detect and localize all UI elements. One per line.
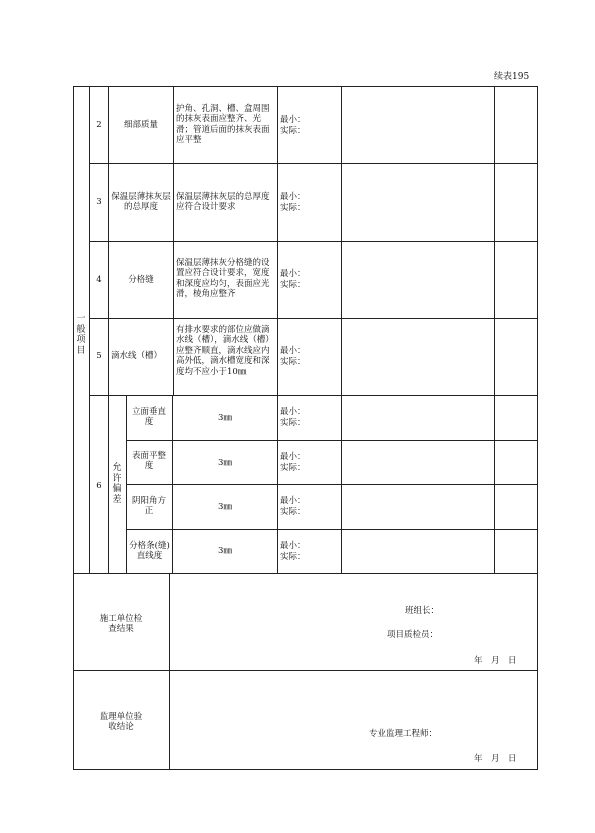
divider bbox=[89, 86, 90, 573]
row-number: 2 bbox=[96, 120, 102, 130]
divider bbox=[89, 163, 537, 164]
table-right-border bbox=[537, 86, 538, 769]
tolerance-value: 3㎜ bbox=[218, 413, 232, 423]
continuation-label: 续表195 bbox=[494, 72, 530, 82]
divider bbox=[341, 86, 342, 573]
min-label: 最小： bbox=[280, 269, 306, 279]
item-requirement: 有排水要求的部位应做滴水线（槽），滴水线（槽）应整齐顺直，滴水线应内高外低，滴水槽宽度和深度均不应小于10㎜ bbox=[176, 325, 274, 377]
supervision-title: 监理单位验收结论 bbox=[99, 712, 143, 733]
divider bbox=[89, 395, 537, 396]
table-bottom-border bbox=[73, 769, 538, 770]
inspector-label: 项目质检员： bbox=[387, 630, 439, 640]
tolerance-value: 3㎜ bbox=[218, 546, 232, 556]
item-requirement: 护角、孔洞、槽、盒周围的抹灰表面应整齐、光滑；管道后面的抹灰表面应平整 bbox=[176, 104, 270, 146]
row-number: 3 bbox=[96, 197, 102, 207]
divider bbox=[277, 86, 278, 573]
engineer-label: 专业监理工程师： bbox=[369, 729, 438, 739]
actual-label: 实际： bbox=[280, 507, 306, 517]
tolerance-label: 允许偏差 bbox=[112, 463, 122, 505]
item-requirement: 保温层薄抹灰分格缝的设置应符合设计要求，宽度和深度应均匀，表面应光滑，棱角应整齐 bbox=[176, 258, 270, 300]
row-number: 6 bbox=[96, 481, 102, 491]
tolerance-value: 3㎜ bbox=[218, 502, 232, 512]
item-name: 细部质量 bbox=[123, 120, 158, 130]
min-label: 最小： bbox=[280, 346, 306, 356]
row-number: 5 bbox=[96, 351, 102, 361]
item-name: 保温层薄抹灰层的总厚度 bbox=[111, 192, 171, 213]
item-name: 分格缝 bbox=[128, 275, 154, 285]
actual-label: 实际： bbox=[280, 418, 306, 428]
tolerance-item-name: 表面平整度 bbox=[131, 451, 166, 472]
construction-date: 年 月 日 bbox=[474, 656, 517, 666]
tolerance-item-name: 立面垂直度 bbox=[131, 407, 166, 428]
actual-label: 实际： bbox=[280, 126, 306, 136]
supervision-date: 年 月 日 bbox=[474, 754, 517, 764]
construction-title: 施工单位检查结果 bbox=[99, 614, 143, 635]
divider bbox=[73, 573, 538, 574]
min-label: 最小： bbox=[280, 192, 306, 202]
divider bbox=[89, 241, 537, 242]
tolerance-item-name: 阴阳角方正 bbox=[131, 496, 166, 517]
divider bbox=[126, 529, 537, 530]
item-requirement: 保温层薄抹灰层的总厚度应符合设计要求 bbox=[176, 192, 270, 213]
actual-label: 实际： bbox=[280, 463, 306, 473]
table-top-border bbox=[73, 86, 538, 87]
table-left-border bbox=[73, 86, 74, 769]
divider bbox=[169, 573, 170, 769]
divider bbox=[89, 318, 537, 319]
tolerance-item-name: 分格条(缝)直线度 bbox=[129, 541, 170, 562]
actual-label: 实际： bbox=[280, 203, 306, 213]
divider bbox=[126, 484, 537, 485]
general-items-label: 一般项目 bbox=[76, 314, 86, 356]
tolerance-value: 3㎜ bbox=[218, 458, 232, 468]
team-leader-label: 班组长： bbox=[405, 606, 440, 616]
min-label: 最小： bbox=[280, 407, 306, 417]
item-name: 滴水线（槽） bbox=[111, 351, 163, 361]
min-label: 最小： bbox=[280, 496, 306, 506]
row-number: 4 bbox=[96, 275, 102, 285]
divider bbox=[73, 670, 538, 671]
actual-label: 实际： bbox=[280, 552, 306, 562]
divider bbox=[126, 440, 537, 441]
actual-label: 实际： bbox=[280, 357, 306, 367]
min-label: 最小： bbox=[280, 541, 306, 551]
divider bbox=[494, 86, 495, 573]
divider bbox=[108, 86, 109, 573]
min-label: 最小： bbox=[280, 452, 306, 462]
actual-label: 实际： bbox=[280, 280, 306, 290]
min-label: 最小： bbox=[280, 115, 306, 125]
